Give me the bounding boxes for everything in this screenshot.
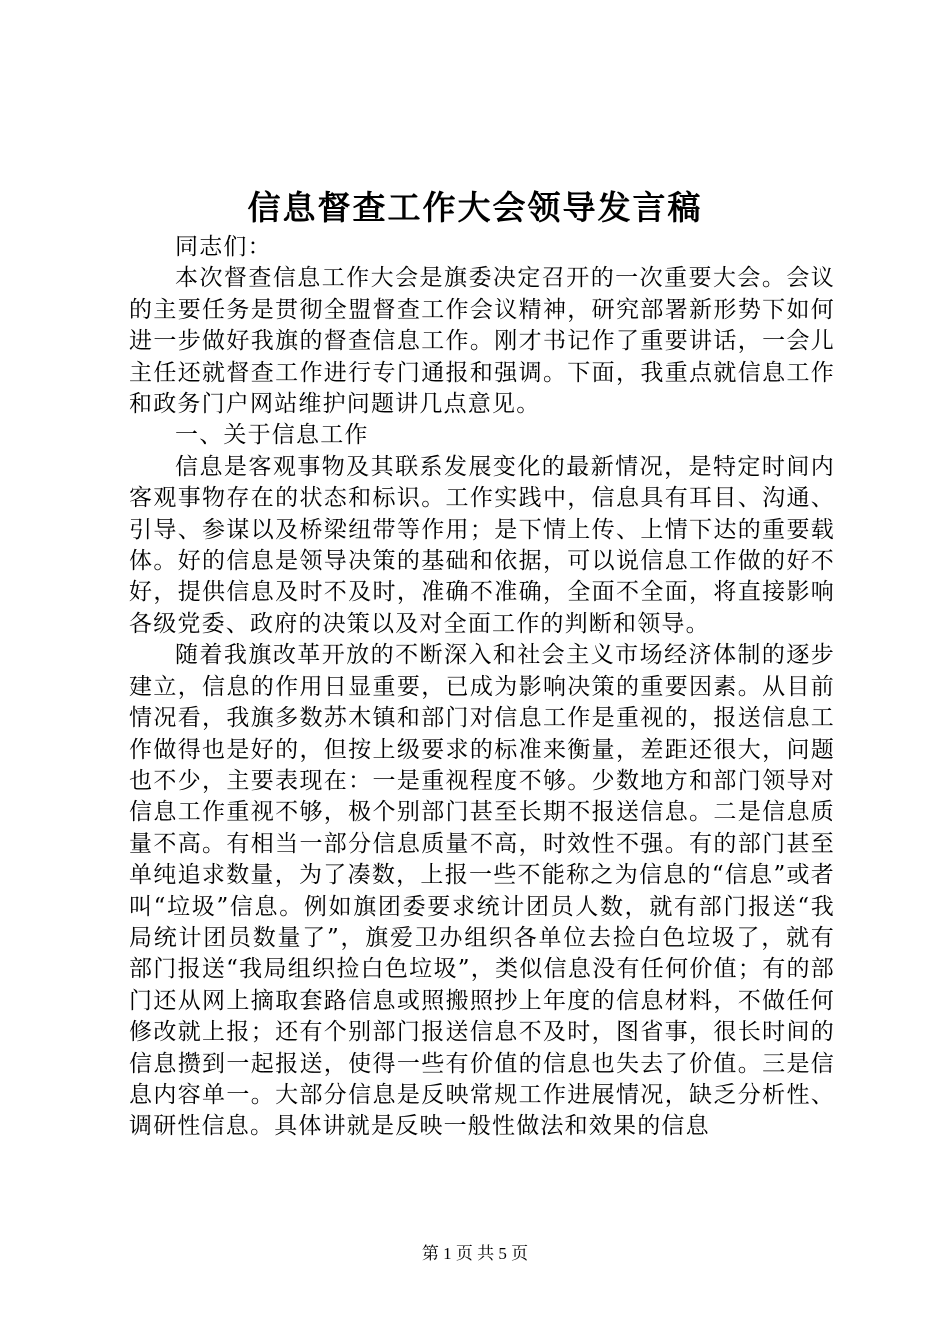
paragraph-info-definition: 信息是客观事物及其联系发展变化的最新情况，是特定时间内客观事物存在的状态和标识。工作实践中，信息具有耳目、沟通、引导、参谋以及桥梁纽带等作用；是下情上传、上情下达的重要载体。好的信息是领导决策的基础和依据，可以说信息工作做的好不好，提供信息及时不及时，准确不准确，全面不全面，将直接影响各级党委、政府的决策以及对全面工作的判断和领导。 — [129, 453, 835, 637]
section-heading: 一、关于信息工作 — [175, 422, 369, 449]
document-body — [129, 232, 835, 1143]
salutation: 同志们： — [175, 234, 272, 260]
paragraph-current-situation: 随着我旗改革开放的不断深入和社会主义市场经济体制的逐步建立，信息的作用日显重要，已成为影响决策的重要因素。从目前情况看，我旗多数苏木镇和部门对信息工作是重视的，报送信息工作做得也是好的，但按上级要求的标准来衡量，差距还很大，问题也不少，主要表现在：一是重视程度不够。少数地方和部门领导对信息工作重视不够，极个别部门甚至长期不报送信息。二是信息质量不高。有相当一部分信息质量不高，时效性不强。有的部门甚至单纯追求数量，为了凑数，上报一些不能称之为信息的“信息”或者叫“垃圾”信息。例如旗团委要求统计团员人数，就有部门报送“我局统计团员数量了”，旗爱卫办组织各单位去捡白色垃圾了，就有部门报送“我局组织捡白色垃圾”，类似信息没有任何价值；有的部门还从网上摘取套路信息或照搬照抄上年度的信息材料，不做任何修改就上报；还有个别部门报送信息不及时，图省事，很长时间的信息攒到一起报送，使得一些有价值的信息也失去了价值。三是信息内容单一。大部分信息是反映常规工作进展情况，缺乏分析性、调研性信息。具体讲就是反映一般性做法和效果的信息 — [129, 642, 835, 1140]
page-indicator: 第 1 页 共 5 页 — [421, 1244, 529, 1263]
document-title: 信息督查工作大会领导发言稿 — [247, 188, 703, 227]
paragraph-intro: 本次督查信息工作大会是旗委决定召开的一次重要大会。会议的主要任务是贯彻全盟督查工作会议精神，研究部署新形势下如何进一步做好我旗的督查信息工作。刚才书记作了重要讲话，一会儿主任还就督查工作进行专门通报和强调。下面，我重点就信息工作和政务门户网站维护问题讲几点意见。 — [129, 265, 835, 418]
